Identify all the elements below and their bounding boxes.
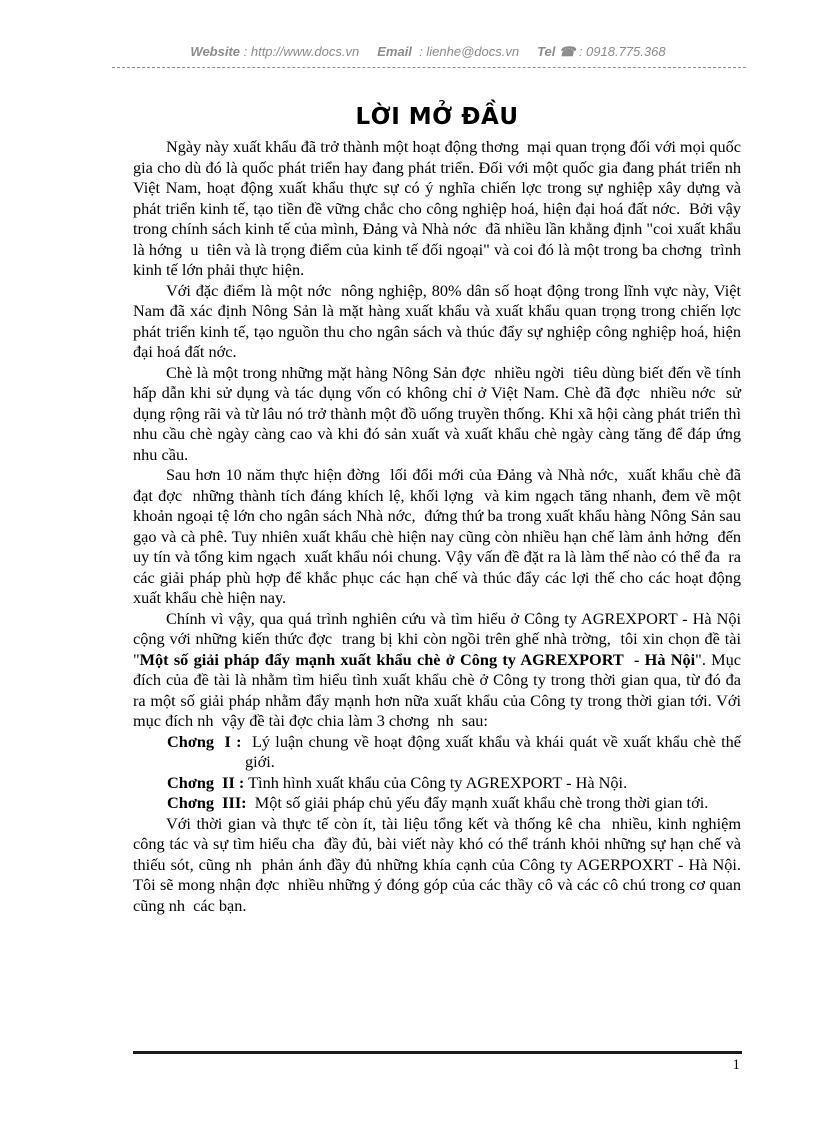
paragraph-text: Với thời gian và thực tế còn ít, tài liệu tổng kết và thống kê cha nhiều, kinh nghiệm công tác và sự tìm hiểu cha đầy đủ, bài viết này khó có thể tránh khỏi những sự hạn chế và thiếu sót, cũng nh phản ánh đầy đủ những khía cạnh của Công ty AGERPOXRT - Hà Nội. Tôi sẽ mong nhận đợc nhiều những ý đóng góp của các thầy cô và các cô chú trong cơ quan cũng nh các bạn. xyxy=(133,813,746,915)
paragraph xyxy=(133,465,746,609)
tel-label: Tel xyxy=(537,44,556,59)
header-tel xyxy=(537,44,666,59)
email-value: : lienhe@docs.vn xyxy=(411,44,520,59)
email-label: Email xyxy=(377,44,412,59)
chapter-item xyxy=(133,731,746,773)
website-value: : http://www.docs.vn xyxy=(240,44,360,59)
website-label: Website xyxy=(190,44,241,59)
chapter-text: Một số giải pháp chủ yếu đẩy mạnh xuất khẩu chè trong thời gian tới. xyxy=(246,793,709,812)
paragraph xyxy=(133,813,746,917)
chapter-item xyxy=(133,773,741,794)
phone-icon: ☎ xyxy=(559,44,576,59)
paragraph-text: Chè là một trong những mặt hàng Nông Sản đợc nhiều ngời tiêu dùng biết đến về tính hấp dẫn khi sử dụng và tác dụng vốn có không chỉ ở Việt Nam. Chè đã đợc nhiều nớc sử dụng rộng rãi và từ lâu nó trở thành một đồ uống truyền thống. Khi xã hội càng phát triển thì nhu cầu chè ngày càng cao và khi đó sản xuất và xuất khẩu chè ngày càng tăng để đáp ứng nhu cầu. xyxy=(133,362,746,464)
document-content xyxy=(133,104,750,916)
header-website xyxy=(190,44,359,59)
paragraph-text: Ngày này xuất khẩu đã trở thành một hoạt động thơng mại quan trọng đối với mọi quốc gia cho dù đó là quốc phát triển hay đang phát triển. Đối với một quốc gia đang phát triển nh Việt Nam, hoạt động xuất khẩu thực sự có ý nghĩa chiến lợc trong sự nghiệp xây dựng và phát triển kinh tế, tạo tiền đề vững chắc cho công nghiệp hoá, hiện đại hoá đất nớc. Bởi vậy trong chính sách kinh tế của mình, Đảng và Nhà nớc đã nhiều lần khẳng định "coi xuất khẩu là hớng u tiên và là trọng điểm của kinh tế đối ngoại" và coi đó là một trong ba chơng trình kinh tế lớn phải thực hiện. xyxy=(133,137,750,279)
chapter-label: Chơng II : xyxy=(167,772,245,792)
paragraph xyxy=(133,280,750,363)
page-number: 1 xyxy=(732,1057,740,1073)
paragraph xyxy=(133,608,750,732)
chapter-label: Chơng III: xyxy=(167,793,247,812)
tel-value: : 0918.775.368 xyxy=(575,44,666,59)
chapter-label: Chơng I : xyxy=(167,731,242,751)
chapter-text: Lý luận chung về hoạt động xuất khẩu và khái quát về xuất khẩu chè thế giới. xyxy=(241,731,746,771)
paragraph-text: ". Mục đích của đề tài là nhằm tìm hiểu tình xuất khẩu chè ở Công ty trong thời gian qua, từ đó đa ra một số giải pháp nhằm đẩy mạnh hơn nữa xuất khẩu của Công ty trong thời gian tới. Với mục đích nh vậy đề tài đợc chia làm 3 chơng nh sau: xyxy=(133,649,750,730)
paragraph-text: Sau hơn 10 năm thực hiện đờng lối đổi mới của Đảng và Nhà nớc, xuất khẩu chè đã đạt đợc những thành tích đáng khích lệ, khối lợng và kim ngạch tăng nhanh, đem về một khoản ngoại tệ lớn cho ngân sách Nhà nớc, đứng thứ ba trong xuất khẩu hàng Nông Sản sau gạo và cà phê. Tuy nhiên xuất khẩu chè hiện nay cũng còn nhiều hạn chế làm ảnh hởng đến uy tín và tổng kim ngạch xuất khẩu nói chung. Vậy vấn đề đặt ra là làm thế nào có thể đa ra các giải pháp phù hợp để khắc phục các hạn chế và thúc đẩy các lợi thế cho các hoạt động xuất khẩu chè hiện nay. xyxy=(133,465,746,607)
chapter-text: Tình hình xuất khẩu của Công ty AGREXPORT - Hà Nội. xyxy=(244,772,628,792)
thesis-title-bold: Một số giải pháp đẩy mạnh xuất khẩu chè ở Công ty AGREXPORT - Hà Nội xyxy=(139,649,696,669)
header-divider xyxy=(112,67,746,68)
page-title: LỜI MỞ ĐẦU xyxy=(355,104,519,130)
footer-divider xyxy=(133,1051,742,1054)
paragraph-text: Chính vì vậy, qua quá trình nghiên cứu và tìm hiểu ở Công ty AGREXPORT - Hà Nội cộng với những kiến thức đợc trang bị khi còn ngồi trên ghế nhà trờng, tôi xin chọn đề tài " xyxy=(133,608,746,669)
paragraph xyxy=(133,362,746,466)
page-header xyxy=(112,44,744,60)
chapter-item xyxy=(133,793,741,814)
header-email xyxy=(377,44,519,59)
paragraph-text: Với đặc điểm là một nớc nông nghiệp, 80% dân số hoạt động trong lĩnh vực này, Việt Nam đã xác định Nông Sản là mặt hàng xuất khẩu và xuất khẩu quan trọng trong chiến lợc phát triển kinh tế, tạo nguồn thu cho ngân sách và thúc đẩy sự nghiệp công nghiệp hoá, hiện đại hoá đất nớc. xyxy=(133,280,750,361)
paragraph xyxy=(133,137,750,281)
document-body xyxy=(133,137,750,916)
